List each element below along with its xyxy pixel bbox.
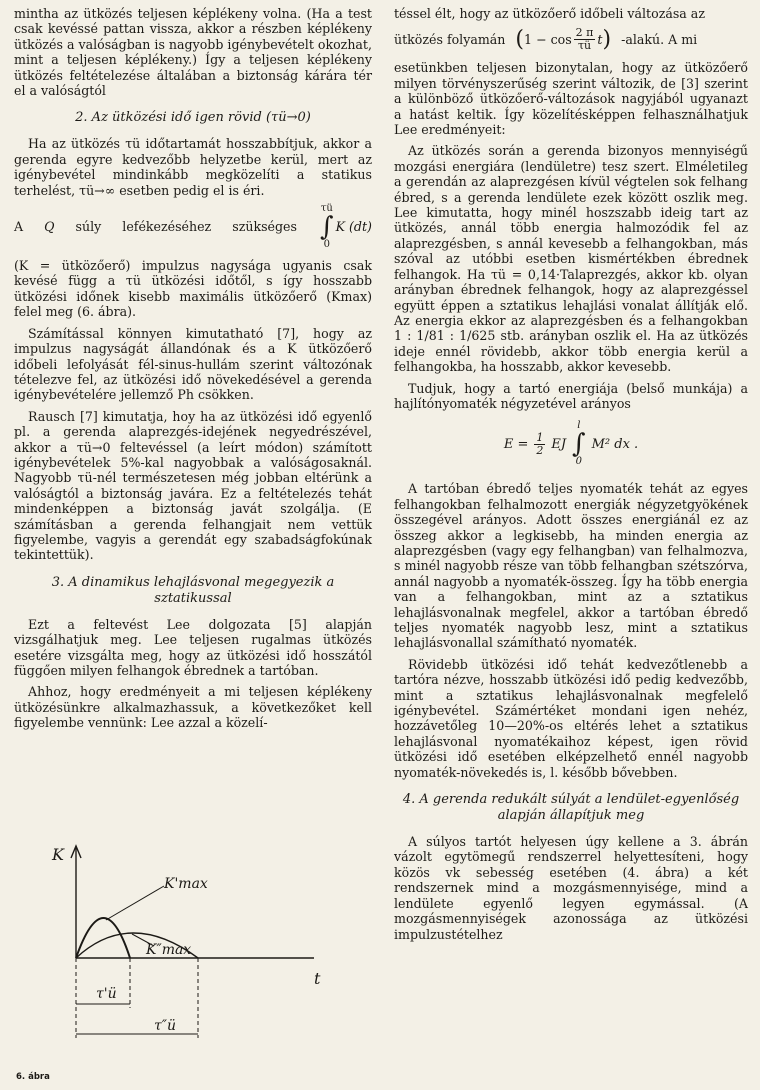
integral-sign: τü ∫ 0 xyxy=(320,203,334,251)
paragraph: A tartóban ébredő teljes nyomaték tehát az egyes felhangokban felhalmozott energiák négyzetgyökének összegével arányos. Adott összes energiánál ez az összeg akkor a legkisebb, ha minden energia az alaprezgésben (vagy egy felhangban) van felhalmozva, s minél nagyobb része van több felhangban szétszórva, annál nagyobb a nyomaték-összeg. Így ha több energia van a felhangokban, mint az a sztatikus lehajlásvonalnak megfelel, akkor a tartóban ébredő teljes nyomaték nagyobb lesz, mint a sztatikus lehajlásvonallal számítható nyomaték. xyxy=(394,481,748,651)
paragraph: Ezt a feltevést Lee dolgozata [5] alapján vizsgálhatjuk meg. Lee teljesen rugalmas ütközés esetére vizsgálta meg, hogy az ütközési idő hosszától függően milyen felhangok ébrednek a tartóban. xyxy=(14,616,372,678)
eq2-lower: 0 xyxy=(575,456,582,468)
energy-equation xyxy=(394,421,748,467)
tau1-label: τ'ü xyxy=(96,986,117,1002)
paragraph: Számítással könnyen kimutatható [7], hogy az impulzus nagyságát állandónak és a K ütközőerő időbeli lefolyását fél-sinus-hullám szerint változónak tételezve fel, az ütközési idő növekedésével a gerenda igénybevételére jellemző Ph csökken. xyxy=(14,325,372,403)
paragraph: Rausch [7] kimutatja, hoy ha az ütközési idő egyenlő pl. a gerenda alaprezgés-idejének negyedrészével, akkor a τü→0 feltevéssel (a leírt módon) számított igénybevételek 5%-kal nagyobbak a valóságosaknál. Nagyobb τü-nél természetesen még jobban eltérünk a valóságtól a biztonság javára. Ez a feltételezés tehát mindenképpen a biztonság javát szolgálja. (E számításban a gerenda felhangjait nem vettük figyelembe, vagyis a gerendát egy szabadságfokúnak tekintettük). xyxy=(14,408,372,563)
eq-cos: 1 − cos xyxy=(524,32,572,48)
paragraph: mintha az ütközés teljesen képlékeny volna. (Ha a test csak kevéssé pattan vissza, akkor a részben képlékeny ütközés a valóságban is nagyobb igénybevételt okozhat, mint a teljesen képlékeny.) Így a teljesen képlékeny ütközés feltételezése általában a biztonság kárára tér el a valóságtól xyxy=(14,6,372,99)
figure-caption: 6. ábra xyxy=(16,1072,50,1082)
integral-upper: τü xyxy=(320,203,333,215)
leader-kmax1 xyxy=(106,886,164,920)
section-heading: 4. A gerenda redukált súlyát a lendület-egyenlőség alapján állapítjuk meg xyxy=(402,792,740,824)
figure-6 xyxy=(14,838,344,1088)
paragraph: téssel élt, hogy az ütközőerő időbeli változása az xyxy=(394,6,705,21)
eq2-fraction xyxy=(534,432,545,457)
kmax1-label: K'max xyxy=(164,876,208,892)
right-column xyxy=(394,6,748,948)
fraction-num: 2 π xyxy=(575,26,594,40)
eq2-body: M² dx . xyxy=(591,436,639,452)
paragraph: Az ütközés során a gerenda bizonyos mennyiségű mozgási energiára (lendületre) tesz szert. Elméletileg a gerendán az alaprezgésen kívül végtelen sok felhang ébred, s a gerenda lendülete ezek között oszlik meg. Lee kimutatta, hogy minél hoszszabb ideig tart az ütközés, annál több energia halmozódik fel az alaprezgésben, s annál kevesebb a felhangokban, más szóval az utóbbi esetben kismértékben ébrednek felhangok. Ha τü = 0,14·Talaprezgés, akkor kb. olyan arányban ébrednek felhangok, hogy az alaprezgéssel együtt éppen a sztatikus lehajlási vonalat állítják elő. Az energia ekkor az alaprezgésben és a felhangokban 1 : 1/81 : 1/625 stb. arányban oszlik el. Ha az ütközés ideje ennél rövidebb, akkor több energia kerül a felhangokba, ha hosszabb, akkor kevesebb. xyxy=(394,143,748,375)
eq2-ej: EJ xyxy=(551,436,567,452)
eq2-num: 1 xyxy=(536,430,544,444)
paragraph: Rövidebb ütközési idő tehát kedvezőtlenebb a tartóra nézve, hosszabb ütközési idő pedig kedvezőbb, mint a sztatikus lehajlásvonalnak megfelelő igénybevétel. Számértéket mondani igen nehéz, hozzávetőleg 10—20%-os eltérés lehet a sztatikus lehajlásvonal nyomatékaihoz képest, igen rövid ütközési idő esetében elképzelhető ennél nagyobb nyomaték-növekedés is, l. később bővebben. xyxy=(394,656,748,780)
paragraph: Tudjuk, hogy a tartó energiája (belső munkája) a hajlítónyomaték négyzetével arányos xyxy=(394,380,748,411)
section-heading: 3. A dinamikus lehajlásvonal megegyezik a sztatikussal xyxy=(51,574,335,606)
paragraph: esetünkben teljesen bizonytalan, hogy az ütközőerő milyen törvényszerűség szerint változik, de [3] szerint a különböző ütközőerő-változások nagyjából ugyanazt a hatást keltik. Így közelítésképpen felhasználhatjuk Lee eredményeit: xyxy=(394,60,748,138)
eq-word: -alakú. A mi xyxy=(621,32,698,48)
paragraph: Ha az ütközés τü időtartamát hosszabbítjuk, akkor a gerenda egyre kedvezőbb helyzetbe kerül, mert az igénybevétel mindinkább megközelíti a statikus terhelést, τü→∞ esetben pedig el is éri. xyxy=(14,136,372,198)
left-column xyxy=(14,6,372,737)
paragraph: Ahhoz, hogy eredményeit a mi teljesen képlékeny ütközésünkre alkalmazhassuk, a következőket kell figyelembe vennünk: Lee azzal a közelí- xyxy=(14,684,372,731)
kmax2-label: K″max xyxy=(146,942,192,958)
eq-fraction xyxy=(574,27,596,52)
k-axis-label: K xyxy=(52,845,64,864)
t-axis-label: t xyxy=(314,969,321,988)
eq-word: A xyxy=(14,219,24,235)
section-heading: 2. Az ütközési idő igen rövid (τü→0) xyxy=(75,110,311,126)
force-shape-equation: ütközés folyamán ( 1 − cos $\frac{2 \pi}{\tau ü}$ t ) -alakú. A mi xyxy=(394,26,698,53)
paragraph: A súlyos tartót helyesen úgy kellene a 3. ábrán vázolt egytömegű rendszerrel helyettesíteni, hogy közös vk sebesség esetében (4. ábra) a két rendszernek mind a mozgásmennyisége, mind a lendülete egyenlő legyen egymással. (A mozgásmennyiségek azonossága az ütközési impulzustételhez xyxy=(394,834,748,942)
eq-word: súly xyxy=(75,219,102,235)
eq-t: t xyxy=(597,32,603,48)
eq2-upper: l xyxy=(577,420,581,432)
eq-word: szükséges xyxy=(232,219,297,235)
fraction-den: τü xyxy=(577,39,592,53)
integral-lower: 0 xyxy=(323,239,330,251)
impulse-equation xyxy=(14,204,372,250)
integral-body: K (dt) xyxy=(335,219,372,235)
eq2-integral: l ∫ 0 xyxy=(572,420,586,468)
impact-force-diagram xyxy=(14,838,344,1070)
eq2-lhs: E = xyxy=(503,436,529,452)
eq-symbol: Q xyxy=(44,219,55,235)
eq2-den: 2 xyxy=(536,443,544,457)
paragraph: (K = ütközőerő) impulzus nagysága ugyanis csak kevésé függ a τü ütközési időtől, s így hosszabb ütközési időnek kisebb maximális ütközőerő (Kmax) felel meg (6. ábra). xyxy=(14,258,372,320)
eq-word: lefékezéséhez xyxy=(122,219,212,235)
tau2-label: τ″ü xyxy=(154,1018,176,1034)
eq-word: ütközés folyamán xyxy=(394,32,506,48)
